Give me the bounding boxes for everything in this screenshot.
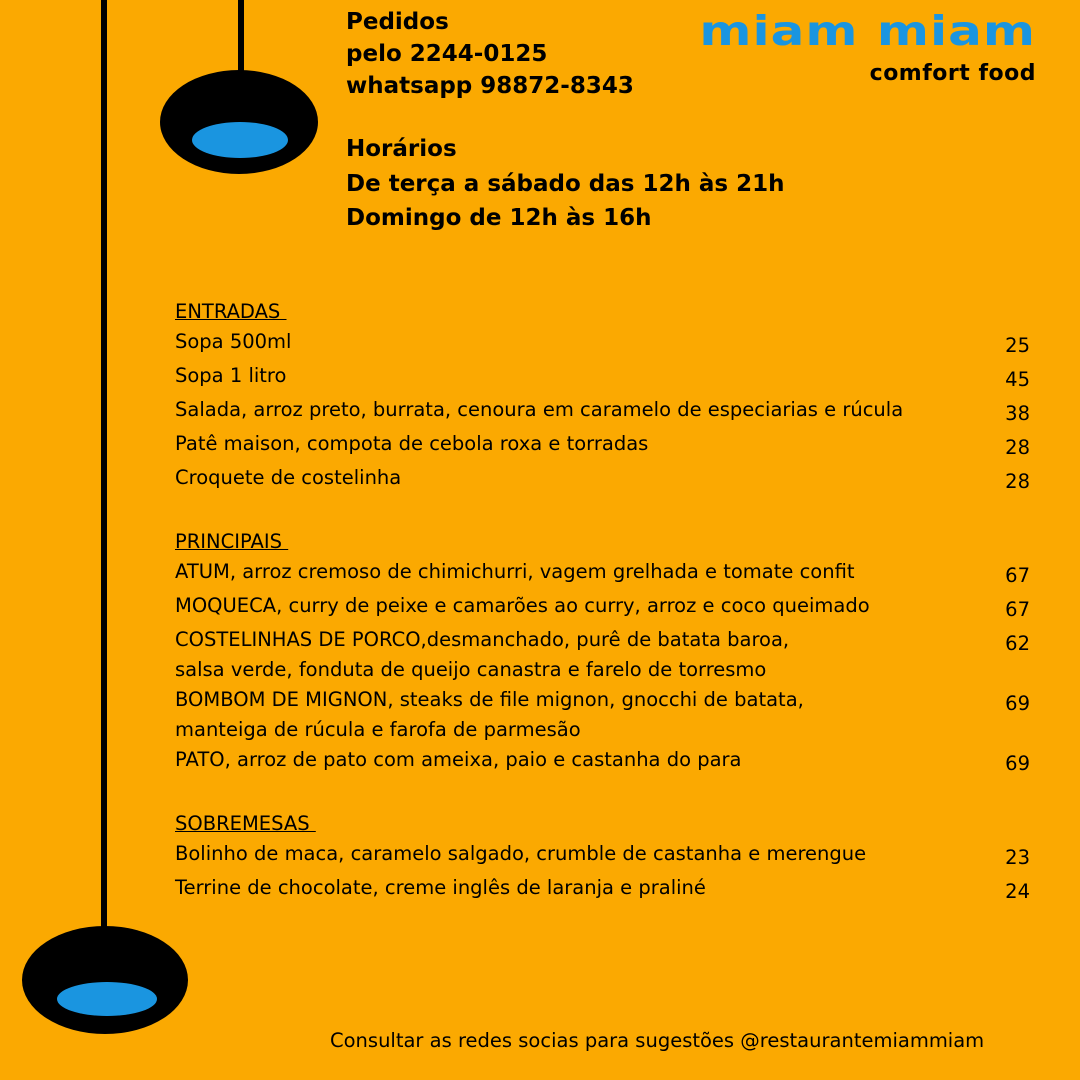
menu-item-line: Sopa 500ml (175, 330, 292, 353)
orders-title: Pedidos (346, 9, 449, 35)
menu-item-line: manteiga de rúcula e farofa de parmesão (175, 718, 581, 741)
menu-item-price: 23 (1005, 846, 1030, 869)
menu-item-description (175, 745, 742, 775)
menu-item-price: 24 (1005, 880, 1030, 903)
orders-phone: pelo 2244-0125 (346, 41, 548, 67)
menu-item-line: salsa verde, fonduta de queijo canastra e farelo de torresmo (175, 658, 767, 681)
menu-item (175, 625, 1030, 685)
menu-item-line: PATO, arroz de pato com ameixa, paio e castanha do para (175, 748, 742, 771)
menu-item-price: 28 (1005, 470, 1030, 493)
menu-item (175, 429, 1030, 463)
menu-item (175, 327, 1030, 361)
menu-item (175, 395, 1030, 429)
menu-item-line: Sopa 1 litro (175, 364, 287, 387)
footer-note: Consultar as redes socias para sugestões @restaurantemiammiam (330, 1029, 985, 1052)
menu-item-description (175, 557, 855, 587)
section-sobremesas (175, 809, 1030, 907)
menu-item-description (175, 873, 706, 903)
menu-item-line: MOQUECA, curry de peixe e camarões ao curry, arroz e coco queimado (175, 594, 870, 617)
hours-week: De terça a sábado das 12h às 21h (346, 171, 785, 197)
menu-item-line: Bolinho de maca, caramelo salgado, crumble de castanha e merengue (175, 842, 867, 865)
menu-item-line: ATUM, arroz cremoso de chimichurri, vagem grelhada e tomate confit (175, 560, 855, 583)
menu-item-price: 25 (1005, 334, 1030, 357)
menu-item-description (175, 625, 789, 685)
menu-item (175, 557, 1030, 591)
menu-item (175, 873, 1030, 907)
menu-item (175, 685, 1030, 745)
section-principais (175, 527, 1030, 779)
menu-item-description (175, 839, 866, 869)
menu-item (175, 463, 1030, 497)
menu-item-description (175, 591, 870, 621)
menu-item-line: COSTELINHAS DE PORCO,desmanchado, purê de batata baroa, (175, 628, 790, 651)
lamp-light-bottom (57, 982, 157, 1016)
menu-item-price: 62 (1005, 632, 1030, 655)
menu-item-line: Salada, arroz preto, burrata, cenoura em caramelo de especiarias e rúcula (175, 398, 904, 421)
logo-tagline: comfort food (869, 61, 1036, 86)
menu-item-description (175, 361, 286, 391)
orders-whatsapp: whatsapp 98872-8343 (346, 73, 634, 99)
lamp-light-top (192, 122, 288, 158)
menu-item-description (175, 685, 804, 745)
section-entradas (175, 297, 1030, 497)
menu-item (175, 745, 1030, 779)
hours-sunday: Domingo de 12h às 16h (346, 205, 652, 231)
menu-item-description (175, 395, 903, 425)
hours-title: Horários (346, 136, 457, 162)
menu-item-price: 67 (1005, 564, 1030, 587)
menu-item-price: 45 (1005, 368, 1030, 391)
section-title-sobremesas: SOBREMESAS (175, 812, 316, 835)
menu-item (175, 591, 1030, 625)
menu-item-price: 67 (1005, 598, 1030, 621)
menu-item-description (175, 463, 401, 493)
menu-item-price: 69 (1005, 752, 1030, 775)
section-title-principais: PRINCIPAIS (175, 530, 289, 553)
menu-item-line: Croquete de costelinha (175, 466, 402, 489)
menu-item-description (175, 327, 291, 357)
section-title-entradas: ENTRADAS (175, 300, 287, 323)
menu-item (175, 361, 1030, 395)
lamp-cord-long (101, 0, 107, 940)
menu (175, 297, 1030, 907)
menu-item-line: BOMBOM DE MIGNON, steaks de file mignon, gnocchi de batata, (175, 688, 804, 711)
lamp-shade-bottom (22, 926, 188, 1034)
menu-item-line: Terrine de chocolate, creme inglês de laranja e praliné (175, 876, 706, 899)
lamp-cord-short (238, 0, 244, 76)
menu-item-price: 38 (1005, 402, 1030, 425)
menu-item-price: 69 (1005, 692, 1030, 715)
menu-item-price: 28 (1005, 436, 1030, 459)
menu-item-description (175, 429, 648, 459)
menu-item-line: Patê maison, compota de cebola roxa e torradas (175, 432, 649, 455)
section-items (175, 327, 1030, 497)
logo-wordmark: miam miam (699, 7, 1036, 55)
section-items (175, 839, 1030, 907)
section-items (175, 557, 1030, 779)
menu-item (175, 839, 1030, 873)
